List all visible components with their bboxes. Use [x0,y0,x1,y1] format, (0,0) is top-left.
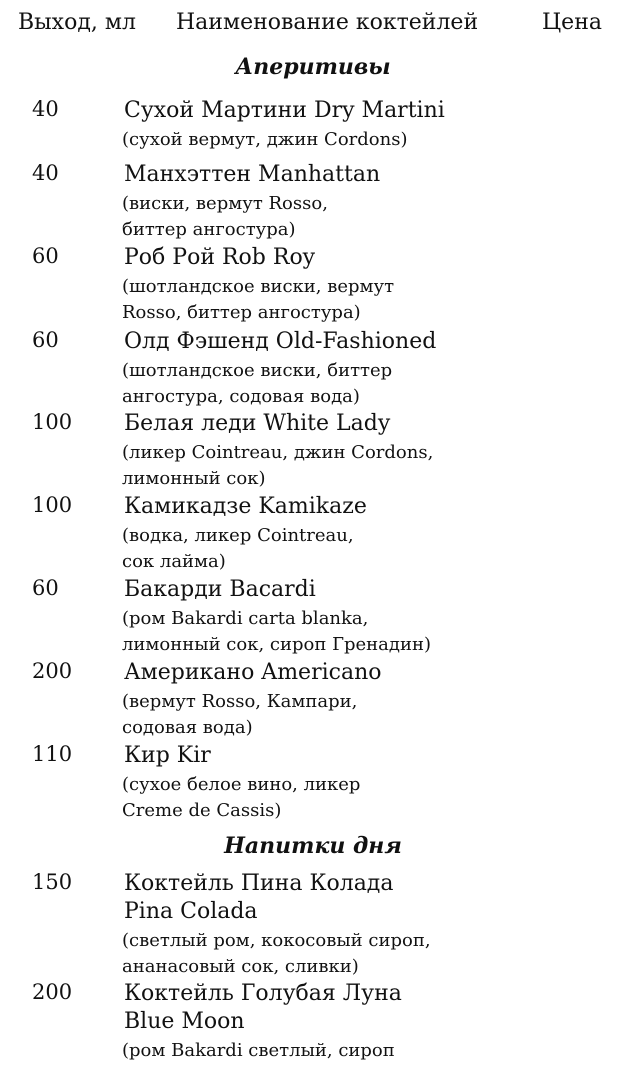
column-header [0,10,626,40]
item-volume: 100 [32,410,73,434]
item-desc: (вермут Rosso, Кампари, [122,691,358,712]
item-desc: биттер ангостура) [122,219,296,240]
item-desc: Rosso, биттер ангостура) [122,302,361,323]
item-desc: (ликер Cointreau, джин Cordons, [122,442,434,463]
item-desc: (ром Bakardi светлый, сироп [122,1040,395,1061]
item-volume: 60 [32,244,59,268]
item-name: Олд Фэшенд Old-Fashioned [124,329,437,354]
section-title: Напитки дня [224,833,402,859]
item-name: Американо Americano [124,660,382,685]
item-desc: (водка, ликер Cointreau, [122,525,354,546]
item-desc: Creme de Cassis) [122,800,282,821]
item-name: Коктейль Пина Колада [124,871,394,896]
item-name: Pina Colada [124,899,258,924]
item-desc: (ром Bakardi carta blanka, [122,608,369,629]
item-name: Сухой Мартини Dry Martini [124,98,445,123]
item-desc: лимонный сок, сироп Гренадин) [122,634,431,655]
item-name: Blue Moon [124,1009,245,1034]
item-volume: 100 [32,493,73,517]
item-name: Манхэттен Manhattan [124,162,381,187]
item-desc: (виски, вермут Rosso, [122,193,328,214]
section-title: Аперитивы [235,54,391,80]
item-desc: ананасовый сок, сливки) [122,956,359,977]
item-name: Белая леди White Lady [124,411,391,436]
item-volume: 40 [32,97,59,121]
item-volume: 60 [32,328,59,352]
item-desc: (сухое белое вино, ликер [122,774,361,795]
item-desc: (сухой вермут, джин Cordons) [122,129,408,150]
item-volume: 200 [32,659,73,683]
item-name: Камикадзе Kamikaze [124,494,367,519]
header-volume: Выход, мл [18,10,136,35]
header-price: Цена [542,10,602,35]
item-name: Роб Рой Rob Roy [124,245,316,270]
item-desc: (шотландское виски, вермут [122,276,395,297]
item-desc: (шотландское виски, биттер [122,360,393,381]
item-volume: 110 [32,742,73,766]
item-name: Бакарди Bacardi [124,577,316,602]
header-name: Наименование коктейлей [176,10,479,35]
item-volume: 150 [32,870,73,894]
item-volume: 200 [32,980,73,1004]
item-desc: (светлый ром, кокосовый сироп, [122,930,431,951]
item-desc: сок лайма) [122,551,226,572]
item-desc: содовая вода) [122,717,253,738]
item-name: Кир Kir [124,743,211,768]
item-volume: 40 [32,161,59,185]
item-desc: ангостура, содовая вода) [122,386,360,407]
item-desc: лимонный сок) [122,468,266,489]
item-name: Коктейль Голубая Луна [124,981,402,1006]
item-volume: 60 [32,576,59,600]
